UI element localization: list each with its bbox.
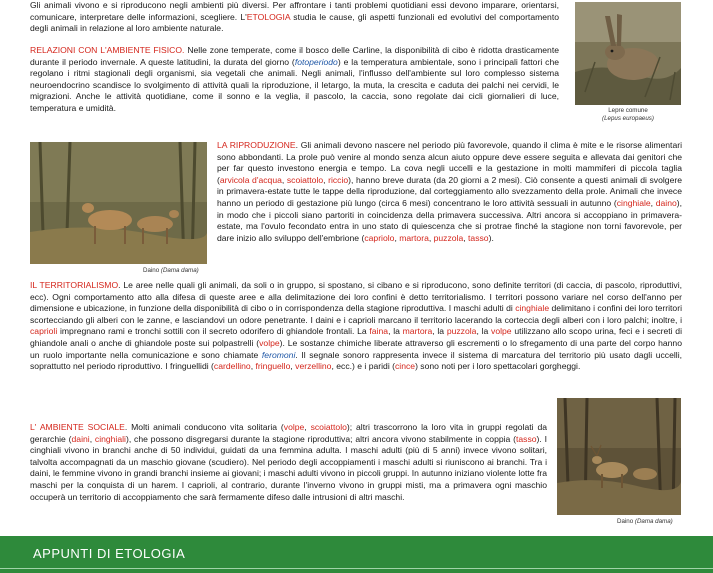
riproduzione-paragraph: LA RIPRODUZIONE. Gli animali devono nascere nel periodo più favorevole, quando il clima è mite e le risorse alimentari sono abbondanti. La prole può venire al mondo senza alcun aiuto oppure deve essere seguita e allevata dai genitori che per far questo investono energia e tempo. La cova negli uccelli e la gestazione in molti mammiferi di piccola taglia (arvicola d'acqua, scoiattolo, riccio), hanno breve durata (da 20 giorni a 2 mesi). Ciò consente a questi animali di svolgere in primavera-estate tutte le tappe della riproduzione, dal corteggiamento allo svezzamento della prole. Animali che invece hanno un periodo di gestazione più lungo (circa 6 mesi) concentrano le loro attività sessuali in autunno (cinghiale, daino), in modo che i piccoli siano partoriti in coincidenza della primavera successiva. Altri ancora si accoppiano in primavera-estate, ma l'ovulo fecondato entra in uno stato di quiescenza che si protrae finché la stagione non torni favorevole, per dare inizio allo sviluppo dell'embrione (capriolo, martora, puzzola, tasso). — [217, 140, 683, 243]
lepre-image — [575, 2, 681, 105]
daino-caption-1: Daino (Dama dama) — [143, 267, 199, 274]
daino-photo-1 — [30, 142, 207, 264]
lepre-photo — [575, 2, 681, 105]
daino-photo-2 — [557, 398, 681, 515]
territorialismo-paragraph: IL TERRITORIALISMO. Le aree nelle quali gli animali, da soli o in gruppo, si spostano, si cibano e si riproducono, sono definite territori (di caccia, di pascolo, riproduttivi, ecc). Ogni comportamento atto alla difesa di queste aree e alla delimitazione dei loro confini è detto territorialismo. I territori possono variare nel corso dell'anno per dimensione e ubicazione, in funzione della disponibilità di cibo o in corrispondenza della stagione riproduttiva. I maschi adulti di cinghiale delimitano i confini dei loro territori scortecciando gli alberi con le zanne, e lasciandovi un odore penetrante. I daini e i caprioli marcano il territorio lacerando la corteccia degli alberi con i loro palchi; inoltre, i caprioli impregnano rami e tronchi sottili con il secreto odorifero di ghiandole frontali. La faina, la martora, la puzzola, la volpe utilizzano allo scopo urina, feci e i secreti di ghiandole anali o anche di ghiandole poste sui polpastrelli (volpe). Le sostanze chimiche liberate attraverso gli escrementi o lo sfregamento di una parte del corpo hanno un ruolo importante nella comunicazione e sono chiamate feromoni. Il segnale sonoro rappresenta invece il sistema di marcatura del territorio più usato dagli uccelli, soprattutto nel periodo riproduttivo. I fringuellidi (cardellino, fringuello, verzellino, ecc.) e i paridi (cince) sono noti per i loro spettacolari gorgheggi. — [30, 280, 682, 372]
relazioni-heading: RELAZIONI CON L'AMBIENTE FISICO. — [30, 45, 185, 55]
territorialismo-heading: IL TERRITORIALISMO — [30, 280, 119, 290]
footer-bar — [0, 536, 713, 573]
footer-divider — [0, 568, 713, 569]
footer-title: APPUNTI DI ETOLOGIA — [33, 546, 186, 561]
sociale-heading: L' AMBIENTE SOCIALE — [30, 422, 125, 432]
sociale-paragraph: L' AMBIENTE SOCIALE. Molti animali conducono vita solitaria (volpe, scoiattolo); altri trascorrono la loro vita in gruppi regolati da gerarchie (daini, cinghiali), che possono disgregarsi durante la stagione riproduttiva; altri ancora vivono stabilmente in coppia (tasso). I cinghiali vivono in branchi anche di 50 individui, guidati da una femmina adulta. I maschi adulti (più di 5 anni) invece vivono solitari, talvolta accompagnati da un maschio giovane (scudiero). Nel periodo degli accoppiamenti i maschi adulti si riuniscono ai branchi. Tra i daini, le femmine vivono in grandi branchi insieme ai giovani; i maschi adulti vivono in piccoli gruppi. In autunno iniziano violente lotte fra maschi per la conquista di un harem. I caprioli, al contrario, durante l'inverno vivono in gruppi misti, ma a primavera ogni maschio occuperà un territorio di accoppiamento che sarà fermamente difeso dalle intrusioni di altri maschi. — [30, 422, 548, 502]
etologia-term: ETOLOGIA — [246, 11, 291, 22]
feromoni-term: feromoni — [261, 349, 296, 360]
fotoperiodo-term: fotoperiodo — [294, 56, 338, 67]
riproduzione-heading: LA RIPRODUZIONE — [217, 140, 296, 150]
lepre-caption: Lepre comune (Lepus europaeus) — [602, 107, 654, 122]
daino-image-2 — [557, 398, 681, 515]
daino-image-1 — [30, 142, 207, 264]
relazioni-paragraph: RELAZIONI CON L'AMBIENTE FISICO. Nelle zone temperate, come il bosco delle Carline, la disponibilità di cibo è ridotta drasticamente durante il periodo invernale. A queste latitudini, la durata del giorno (fotoperiodo) e la temperatura ambientale, sono i principali fattori che regolano i ritmi stagionali degli organismi, sia vegetali che animali. Negli animali, l'influsso dell'ambiente sul loro complesso sistema neuroendocrino scandisce lo svolgimento di attività quali la riproduzione, il letargo, la muta, la crescita e caduta dei palchi nei cervidi, le migrazioni. Anche le attività quotidiane, come il sonno e la veglia, il pascolo, la caccia, sono regolate dai cicli giornalieri di luce, temperatura e umidità. — [30, 45, 560, 113]
daino-caption-2: Daino (Dama dama) — [617, 518, 673, 525]
intro-paragraph: Gli animali vivono e si riproducono negli ambienti più diversi. Per affrontare i tanti problemi quotidiani essi devono imparare, orientarsi, comunicare, interpretare delle informazioni, scegliere. L'ETOLOGIA studia le cause, gli aspetti funzionali ed evolutivi del comportamento degli animali in relazione al loro ambiente naturale. — [30, 0, 559, 34]
